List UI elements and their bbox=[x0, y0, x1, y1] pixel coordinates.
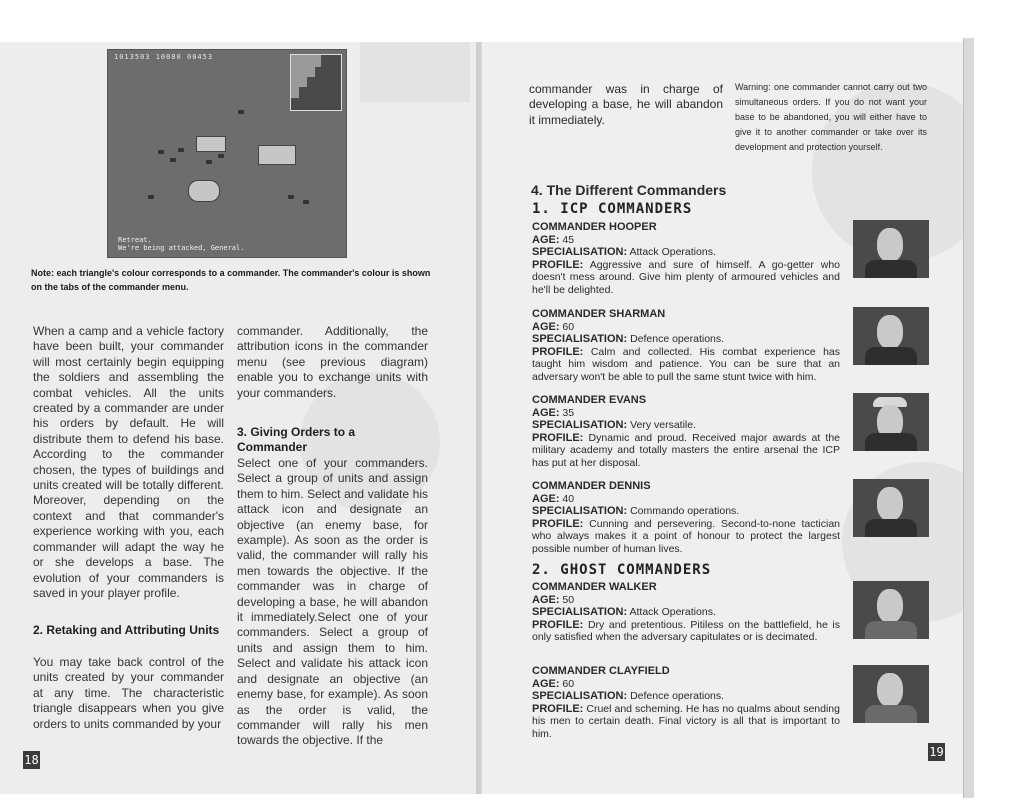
building bbox=[188, 180, 220, 202]
spec-value: Attack Operations. bbox=[629, 606, 716, 618]
commander-entry bbox=[532, 308, 840, 383]
age-value: 60 bbox=[562, 677, 575, 690]
age-label: AGE: bbox=[532, 677, 560, 690]
commander-portrait bbox=[853, 307, 929, 365]
profile-label: PROFILE: bbox=[532, 258, 584, 271]
paragraph: commander. Additionally, the attribution icons in the commander menu (see previous diagram) enable you to exchange units with your commanders. bbox=[237, 324, 428, 400]
profile-text: Aggressive and sure of himself. A go-getter who doesn't mess around. Give him plenty of armoured vehicles and he'll be delighted. bbox=[532, 258, 841, 296]
commander-name: COMMANDER SHARMAN bbox=[532, 308, 666, 320]
commander-entry bbox=[532, 665, 840, 740]
group-heading: 2. GHOST COMMANDERS bbox=[532, 562, 712, 578]
group-heading: 1. ICP COMMANDERS bbox=[532, 201, 693, 217]
background-watermark bbox=[360, 42, 470, 102]
paragraph: Select one of your commanders. Select a group of units and assign them to him. Select and validate his attack icon and designate an objective (an enemy base, for example). As soon as the order is valid, the commander will rally his men towards the objective. If the commander was in charge of developing a base, he will abandon it immediately.Select one of your commanders. Select a group of units and assign them to him. Select and validate his attack icon and designate an objective (an enemy base, for example). As soon as the order is valid, the commander will rally his men towards the objective. If the bbox=[237, 456, 428, 748]
profile-text: Cunning and persevering. Second-to-none tactician who always makes it a point of honour to protect the largest possible number of human lives. bbox=[532, 517, 841, 555]
paragraph: commander was in charge of developing a base, he will abandon it immediately. bbox=[529, 82, 723, 127]
paragraph: You may take back control of the units created by your commander at any time. The characteristic triangle disappears when you give orders to units commanded by your bbox=[33, 655, 224, 731]
commander-portrait bbox=[853, 220, 929, 278]
paragraph: When a camp and a vehicle factory have been built, your commander will most certainly begin equipping the soldiers and assembling the combat vehicles. All the units created by a commander are under his orders by default. He will distribute them to defend his base. According to the commander chosen, the types of buildings and units created will be totally different. Moreover, depending on the context and that commander's experience working with you, each commander will adapt the way he or she develops a base. The evolution of your commanders is saved in your player profile. bbox=[33, 324, 224, 600]
spec-label: SPECIALISATION: bbox=[532, 505, 628, 517]
spec-value: Commando operations. bbox=[630, 505, 740, 517]
section-heading: 3. Giving Orders to a Commander bbox=[237, 425, 356, 454]
profile-text: Dynamic and proud. Received major awards at the military academy and totally masters the entire arsenal the ICP has put at her disposal. bbox=[532, 431, 840, 469]
commander-portrait bbox=[853, 393, 929, 451]
profile-label: PROFILE: bbox=[532, 702, 584, 715]
age-value: 60 bbox=[562, 320, 575, 333]
spec-value: Defence operations. bbox=[630, 333, 725, 345]
profile-text: Cruel and scheming. He has no qualms about sending his men to certain death. Final victory is all that is important to him. bbox=[532, 702, 840, 740]
age-value: 40 bbox=[562, 492, 575, 505]
spec-value: Defence operations. bbox=[630, 690, 725, 702]
commander-name: COMMANDER CLAYFIELD bbox=[532, 665, 670, 677]
commander-entry bbox=[532, 394, 840, 469]
profile-label: PROFILE: bbox=[532, 431, 584, 444]
warning-note: Warning: one commander cannot carry out two simultaneous orders. If you do not want your base to be abandoned, you will either have to give it to another commander or take over its development and protection yourself. bbox=[735, 82, 927, 152]
age-label: AGE: bbox=[532, 406, 560, 419]
page-number: 19 bbox=[929, 745, 944, 759]
commander-portrait bbox=[853, 665, 929, 723]
age-value: 45 bbox=[562, 233, 575, 246]
commander-portrait bbox=[853, 479, 929, 537]
age-label: AGE: bbox=[532, 320, 560, 333]
spec-value: Attack Operations. bbox=[629, 246, 716, 258]
commander-name: COMMANDER WALKER bbox=[532, 581, 657, 593]
page-number: 18 bbox=[24, 753, 39, 767]
profile-label: PROFILE: bbox=[532, 345, 584, 358]
age-label: AGE: bbox=[532, 492, 560, 505]
hud-readout: 1013503 10080 00453 bbox=[114, 53, 214, 61]
game-message: Retreat. We're being attacked, General. bbox=[118, 236, 245, 252]
spec-label: SPECIALISATION: bbox=[532, 690, 628, 702]
commander-name: COMMANDER EVANS bbox=[532, 394, 647, 406]
minimap bbox=[290, 54, 342, 111]
age-value: 35 bbox=[562, 406, 575, 419]
profile-label: PROFILE: bbox=[532, 618, 584, 631]
spec-label: SPECIALISATION: bbox=[532, 246, 628, 258]
spec-value: Very versatile. bbox=[630, 419, 697, 431]
spec-label: SPECIALISATION: bbox=[532, 419, 628, 431]
game-screenshot bbox=[107, 49, 347, 258]
spec-label: SPECIALISATION: bbox=[532, 606, 628, 618]
commander-portrait bbox=[853, 581, 929, 639]
screenshot-caption: Note: each triangle's colour corresponds to a commander. The commander's colour is shown on the tabs of the commander menu. bbox=[31, 268, 431, 292]
age-label: AGE: bbox=[532, 233, 560, 246]
commander-entry bbox=[532, 221, 840, 296]
spec-label: SPECIALISATION: bbox=[532, 333, 628, 345]
commander-name: COMMANDER HOOPER bbox=[532, 221, 657, 233]
commander-entry bbox=[532, 480, 840, 555]
building bbox=[196, 136, 226, 152]
page-edge bbox=[963, 38, 974, 798]
building bbox=[258, 145, 296, 165]
profile-text: Calm and collected. His combat experience has taught him wisdom and patience. You can be sure that an adversary won't be able to pull the same stunt twice with him. bbox=[532, 345, 840, 383]
section-heading: 4. The Different Commanders bbox=[531, 182, 727, 198]
profile-label: PROFILE: bbox=[532, 517, 584, 530]
profile-text: Dry and pretentious. Pitiless on the battlefield, he is only satisfied when the adversary capitulates or is decimated. bbox=[532, 618, 841, 643]
age-value: 50 bbox=[562, 593, 575, 606]
section-heading: 2. Retaking and Attributing Units bbox=[33, 623, 220, 637]
commander-entry bbox=[532, 581, 840, 644]
commander-name: COMMANDER DENNIS bbox=[532, 480, 651, 492]
age-label: AGE: bbox=[532, 593, 560, 606]
